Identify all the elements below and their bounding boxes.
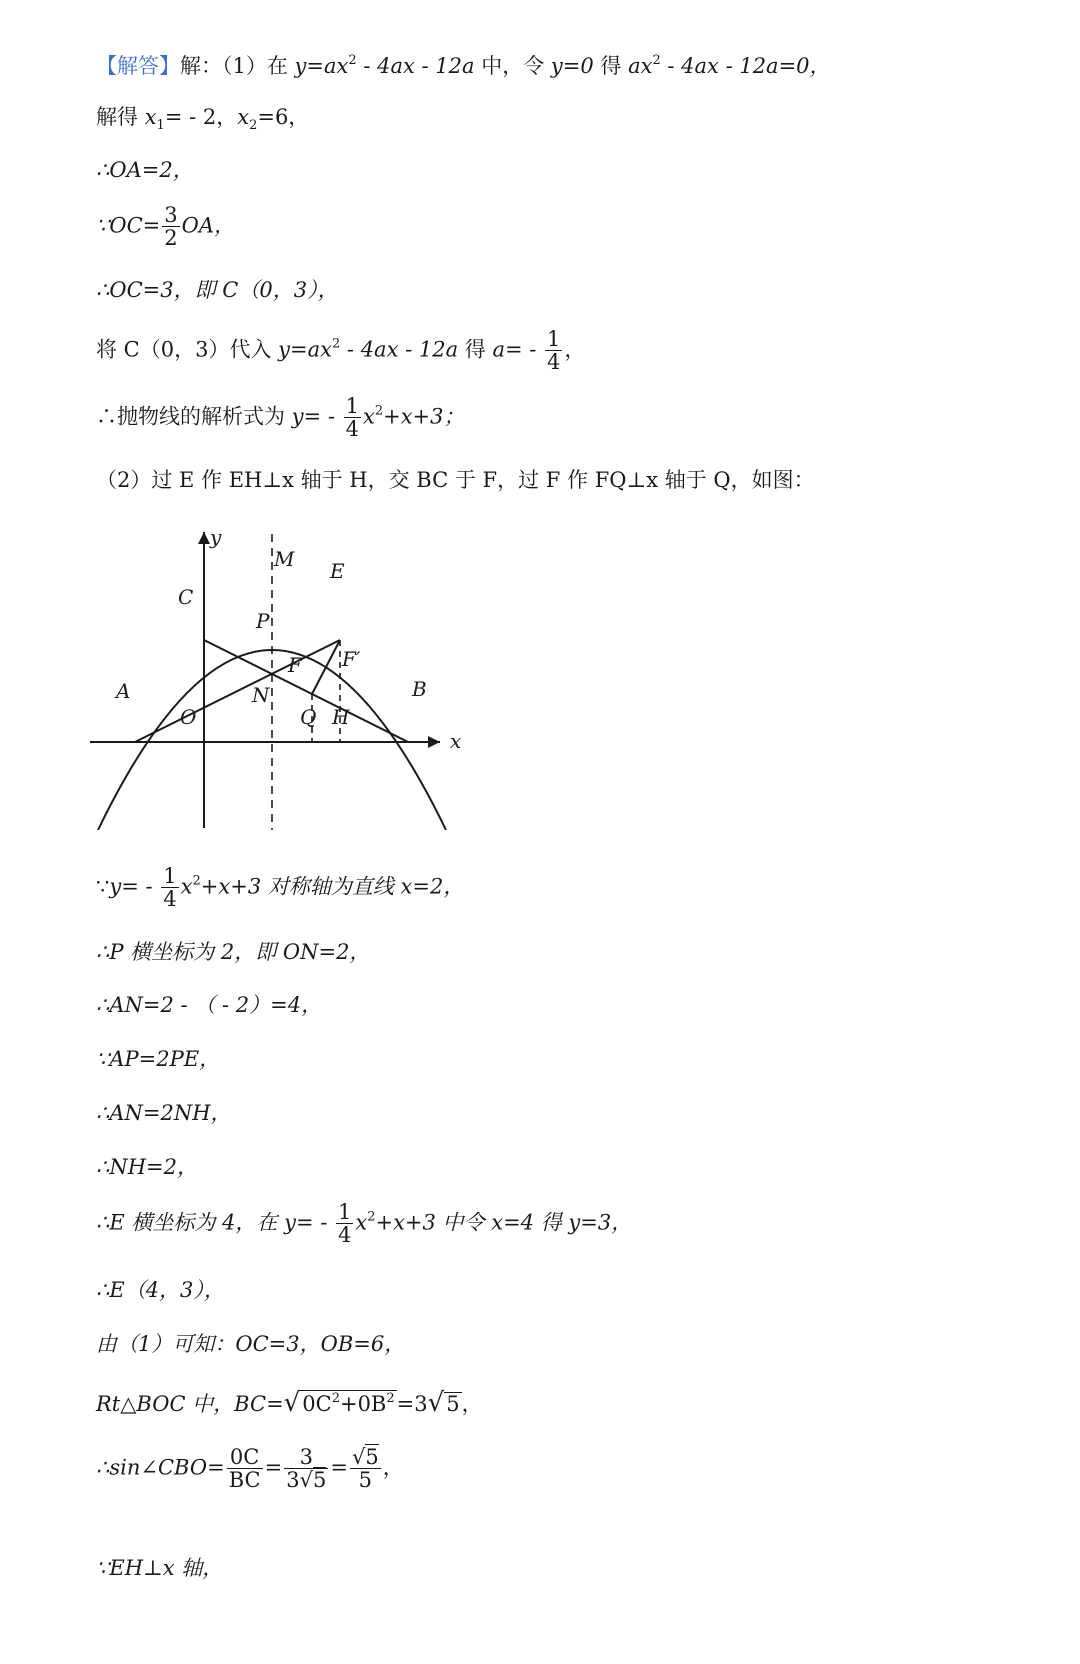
solution-line-18: Rt△BOC 中，$BC=√0C^2+0B^2=3√5$， (96, 1388, 483, 1418)
label-M: M (274, 547, 295, 571)
fraction: $\frac{1}{4}$ (163, 864, 177, 912)
label-P: P (256, 609, 270, 633)
radical-sign: √ (283, 1388, 301, 1418)
solution-line-2: 解得 $x_1= - 2$，$x_2=6$， (96, 105, 310, 133)
solution-line-12: ∵AP=2PE， (96, 1047, 221, 1071)
label-Q: Q (300, 705, 317, 729)
solution-line-1: 【解答】解：（1）在 $y=ax^2 - 4ax - 12a$ 中，令 y=0 得 $ax^2 - 4ax - 12a=0$， (96, 53, 831, 78)
label-F: F (288, 653, 302, 677)
label-H: H (332, 705, 350, 729)
fraction: $\frac{0C}{BC}$ (228, 1445, 261, 1493)
solution-line-10: ∴P 横坐标为 2，即 ON=2， (96, 940, 371, 964)
fraction: $\frac{1}{4}$ (337, 1200, 352, 1248)
radical-sign: √ (427, 1388, 445, 1418)
solution-line-17: 由（1）可知：OC=3，OB=6， (96, 1332, 406, 1356)
solution-line-4: ∵OC= $\frac{3}{2}$ OA， (96, 203, 236, 251)
solution-line-6: 将 C（0，3）代入 $y=ax^2 - 4ax - 12a$ 得 a= - $\frac{1}{4}$ ， (96, 327, 586, 375)
y-axis-arrow (198, 532, 210, 544)
fraction: $\frac{1}{4}$ (345, 394, 359, 442)
segment-FE (312, 640, 340, 694)
x-axis-arrow (428, 736, 440, 748)
label-O: O (180, 705, 197, 729)
label-x: x (450, 729, 462, 753)
solution-line-15: ∴E 横坐标为 4，在 y= - $\frac{1}{4}$ $x^2+x+3$ 中令 x=4 得 y=3， (96, 1200, 633, 1248)
solution-line-9: ∵y= - $\frac{1}{4}$ $x^2+x+3$ 对称轴为直线 x=2， (96, 864, 465, 912)
solution-line-11: ∴AN=2 - （ - 2）=4， (96, 993, 323, 1017)
parabola-figure (90, 530, 490, 830)
label-E: E (330, 559, 345, 583)
label-B: B (412, 677, 427, 701)
answer-tag: 【解答】 (96, 54, 180, 78)
fraction: $\frac{√5}{5}$ (351, 1445, 379, 1493)
label-C: C (178, 585, 194, 609)
label-y: y (210, 530, 222, 549)
label-A: A (116, 679, 131, 703)
label-N: N (252, 683, 270, 707)
solution-line-19: ∴sin∠CBO= $\frac{0C}{BC}$ = $\frac{3}{3√5}$ = $\frac{√5}{5}$ ， (96, 1445, 404, 1493)
radicand: $0C^2+0B^2$ (302, 1391, 395, 1416)
fraction: $\frac{3}{2}$ (164, 203, 178, 251)
solution-line-5: ∴OC=3，即 C（0，3）， (96, 278, 339, 302)
solution-line-16: ∴E（4，3）， (96, 1278, 225, 1302)
fraction: $\frac{1}{4}$ (547, 327, 561, 375)
solution-line-7: ∴抛物线的解析式为 y= - $\frac{1}{4}$ $x^2+x+3$； (96, 394, 465, 442)
label-Fprime: F′ (342, 647, 361, 671)
solution-line-20: ∵EH⊥x 轴， (96, 1556, 224, 1580)
solution-line-8: （2）过 E 作 EH⊥x 轴于 H，交 BC 于 F，过 F 作 FQ⊥x 轴于 Q，如图： (96, 468, 815, 492)
solution-line-14: ∴NH=2， (96, 1155, 199, 1179)
solution-line-3: ∴OA=2， (96, 158, 194, 182)
solution-line-13: ∴AN=2NH， (96, 1101, 232, 1125)
fraction: $\frac{3}{3√5}$ (286, 1445, 327, 1493)
